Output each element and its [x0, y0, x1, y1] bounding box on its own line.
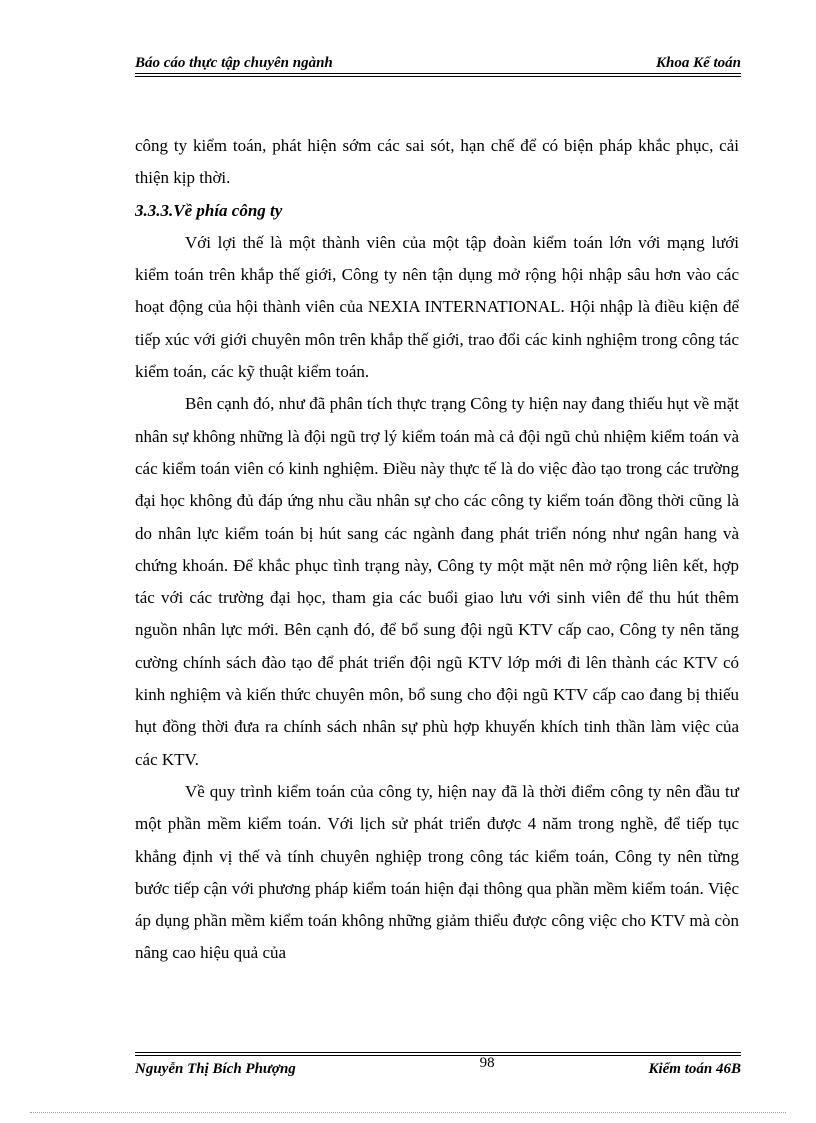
footer-author: Nguyễn Thị Bích Phượng	[135, 1061, 296, 1077]
paragraph-continuation: công ty kiểm toán, phát hiện sớm các sai sót, hạn chế để có biện pháp khắc phục, cải thiện kịp thời.	[135, 136, 739, 188]
footer-rule-thin	[135, 1052, 741, 1053]
footer-class: Kiểm toán 46B	[648, 1061, 741, 1077]
header-rule-thin	[135, 76, 741, 77]
footer-rule	[135, 1055, 741, 1056]
page-footer	[135, 1057, 741, 1079]
paragraph-staffing: Bên cạnh đó, như đã phân tích thực trạng Công ty hiện nay đang thiếu hụt về mặt nhân sự không những là đội ngũ trợ lý kiểm toán mà cả đội ngũ chủ nhiệm kiểm toán và các kiểm toán viên có kinh nghiệm. Điều này thực tế là do việc đào tạo trong các trường đại học không đủ đáp ứng nhu cầu nhân sự cho các công ty kiểm toán đồng thời cũng là do nhân lực kiểm toán bị hút sang các ngành đang phát triển nóng như ngân hang và chứng khoán. Để khắc phục tình trạng này, Công ty một mặt nên mở rộng liên kết, hợp tác với các trường đại học, tham gia các buổi giao lưu với sinh viên để thu hút thêm nguồn nhân lực mới. Bên cạnh đó, để bổ sung đội ngũ KTV cấp cao, Công ty nên tăng cường chính sách đào tạo để phát triển đội ngũ KTV lớp mới đi lên thành các KTV có kinh nghiệm và kiến thức chuyên môn, bổ sung cho đội ngũ KTV cấp cao đang bị thiếu hụt đồng thời đưa ra chính sách nhân sự phù hợp khuyến khích tinh thần làm việc của các KTV.	[135, 394, 739, 769]
paragraph-integration: Với lợi thế là một thành viên của một tập đoàn kiểm toán lớn với mạng lưới kiểm toán trên khắp thế giới, Công ty nên tận dụng mở rộng hội nhập sâu hơn vào các hoạt động của hội thành viên của NEXIA INTERNATIONAL. Hội nhập là điều kiện để tiếp xúc với giới chuyên môn trên khắp thế giới, trao đổi các kinh nghiệm trong công tác kiểm toán, các kỹ thuật kiểm toán.	[135, 232, 739, 382]
header-rule	[135, 73, 741, 74]
section-heading: 3.3.3.Về phía công ty	[135, 200, 283, 220]
header-report-title: Báo cáo thực tập chuyên ngành	[135, 55, 333, 71]
page-header	[135, 48, 741, 72]
page-number: 98	[479, 1055, 495, 1071]
paragraph-audit-software: Về quy trình kiểm toán của công ty, hiện nay đã là thời điểm công ty nên đầu tư một phần mềm kiểm toán. Với lịch sử phát triển được 4 năm trong nghề, để tiếp tục khẳng định vị thế và tính chuyên nghiệp trong công tác kiểm toán, Công ty nên từng bước tiếp cận với phương pháp kiểm toán hiện đại thông qua phần mềm kiểm toán. Việc áp dụng phần mềm kiểm toán không những giảm thiểu được công việc cho KTV mà còn nâng cao hiệu quả của	[135, 781, 739, 963]
header-department: Khoa Kế toán	[655, 55, 741, 71]
page-edge-divider	[30, 1112, 786, 1113]
body-text	[135, 130, 739, 970]
